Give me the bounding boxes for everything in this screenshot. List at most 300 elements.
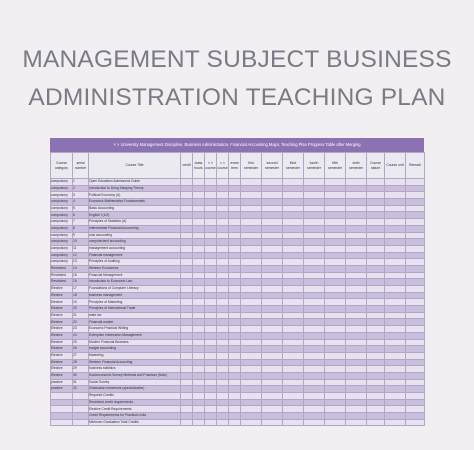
empty-cell[interactable]	[262, 259, 283, 266]
empty-cell[interactable]	[229, 245, 241, 252]
empty-cell[interactable]	[262, 379, 283, 386]
empty-cell[interactable]	[217, 239, 229, 246]
empty-cell[interactable]	[385, 292, 406, 299]
empty-cell[interactable]	[367, 379, 385, 386]
empty-cell[interactable]	[346, 292, 367, 299]
empty-cell[interactable]	[181, 372, 193, 379]
empty-cell[interactable]	[304, 346, 325, 353]
serial-number-cell[interactable]: 16	[73, 279, 89, 286]
course-category-cell[interactable]: compulsory	[51, 212, 73, 219]
course-title-cell[interactable]: state tax	[89, 312, 181, 319]
empty-cell[interactable]	[229, 332, 241, 339]
empty-cell[interactable]	[217, 372, 229, 379]
empty-cell[interactable]	[205, 312, 217, 319]
empty-cell[interactable]	[304, 339, 325, 346]
empty-cell[interactable]	[325, 265, 346, 272]
empty-cell[interactable]	[367, 386, 385, 393]
empty-cell[interactable]	[229, 346, 241, 353]
empty-cell[interactable]	[217, 379, 229, 386]
empty-cell[interactable]	[283, 379, 304, 386]
empty-cell[interactable]	[262, 245, 283, 252]
empty-cell[interactable]	[193, 252, 205, 259]
course-title-cell[interactable]: Enterprise Information Management	[89, 332, 181, 339]
empty-cell[interactable]	[385, 179, 406, 186]
empty-cell[interactable]	[406, 265, 425, 272]
empty-cell[interactable]	[241, 312, 262, 319]
empty-cell[interactable]	[304, 192, 325, 199]
empty-cell[interactable]	[346, 413, 367, 420]
empty-cell[interactable]	[181, 393, 193, 400]
empty-cell[interactable]	[241, 205, 262, 212]
empty-cell[interactable]	[229, 406, 241, 413]
serial-number-cell[interactable]: 24	[73, 332, 89, 339]
empty-cell[interactable]	[406, 239, 425, 246]
empty-cell[interactable]	[229, 393, 241, 400]
empty-cell[interactable]	[205, 245, 217, 252]
empty-cell[interactable]	[229, 212, 241, 219]
empty-cell[interactable]	[304, 366, 325, 373]
empty-cell[interactable]	[262, 252, 283, 259]
empty-cell[interactable]	[229, 279, 241, 286]
serial-number-cell[interactable]: 4	[73, 199, 89, 206]
empty-cell[interactable]	[217, 413, 229, 420]
empty-cell[interactable]	[367, 359, 385, 366]
empty-cell[interactable]	[205, 366, 217, 373]
empty-cell[interactable]	[406, 379, 425, 386]
empty-cell[interactable]	[241, 272, 262, 279]
empty-cell[interactable]	[385, 252, 406, 259]
empty-cell[interactable]	[205, 419, 217, 426]
empty-cell[interactable]	[325, 286, 346, 293]
empty-cell[interactable]	[406, 406, 425, 413]
empty-cell[interactable]	[181, 413, 193, 420]
empty-cell[interactable]	[346, 332, 367, 339]
empty-cell[interactable]	[205, 205, 217, 212]
empty-cell[interactable]	[406, 272, 425, 279]
empty-cell[interactable]	[385, 306, 406, 313]
course-category-cell[interactable]: Elective	[51, 312, 73, 319]
empty-cell[interactable]	[205, 339, 217, 346]
empty-cell[interactable]	[385, 372, 406, 379]
course-title-cell[interactable]: Principles of International Trade	[89, 306, 181, 313]
empty-cell[interactable]	[262, 199, 283, 206]
empty-cell[interactable]	[229, 339, 241, 346]
empty-cell[interactable]	[283, 259, 304, 266]
empty-cell[interactable]	[406, 212, 425, 219]
empty-cell[interactable]	[217, 339, 229, 346]
empty-cell[interactable]	[217, 399, 229, 406]
empty-cell[interactable]	[385, 286, 406, 293]
course-title-cell[interactable]: Social Survey	[89, 379, 181, 386]
empty-cell[interactable]	[262, 312, 283, 319]
empty-cell[interactable]	[325, 386, 346, 393]
empty-cell[interactable]	[262, 326, 283, 333]
empty-cell[interactable]	[346, 399, 367, 406]
empty-cell[interactable]	[367, 179, 385, 186]
empty-cell[interactable]	[193, 239, 205, 246]
course-category-cell[interactable]: Elective	[51, 299, 73, 306]
empty-cell[interactable]	[406, 419, 425, 426]
empty-cell[interactable]	[406, 199, 425, 206]
empty-cell[interactable]	[193, 225, 205, 232]
empty-cell[interactable]	[241, 359, 262, 366]
empty-cell[interactable]	[283, 359, 304, 366]
empty-cell[interactable]	[262, 185, 283, 192]
empty-cell[interactable]	[385, 339, 406, 346]
empty-cell[interactable]	[325, 319, 346, 326]
empty-cell[interactable]	[385, 225, 406, 232]
empty-cell[interactable]	[229, 312, 241, 319]
empty-cell[interactable]	[193, 413, 205, 420]
empty-cell[interactable]	[193, 212, 205, 219]
course-category-cell[interactable]	[51, 406, 73, 413]
empty-cell[interactable]	[346, 185, 367, 192]
serial-number-cell[interactable]: 2	[73, 185, 89, 192]
empty-cell[interactable]	[193, 326, 205, 333]
empty-cell[interactable]	[346, 386, 367, 393]
empty-cell[interactable]	[304, 265, 325, 272]
empty-cell[interactable]	[181, 386, 193, 393]
empty-cell[interactable]	[205, 272, 217, 279]
empty-cell[interactable]	[304, 272, 325, 279]
empty-cell[interactable]	[193, 399, 205, 406]
empty-cell[interactable]	[217, 286, 229, 293]
empty-cell[interactable]	[283, 419, 304, 426]
empty-cell[interactable]	[262, 399, 283, 406]
empty-cell[interactable]	[304, 225, 325, 232]
empty-cell[interactable]	[283, 413, 304, 420]
serial-number-cell[interactable]	[73, 406, 89, 413]
empty-cell[interactable]	[283, 185, 304, 192]
empty-cell[interactable]	[406, 259, 425, 266]
empty-cell[interactable]	[325, 399, 346, 406]
empty-cell[interactable]	[241, 372, 262, 379]
empty-cell[interactable]	[325, 379, 346, 386]
empty-cell[interactable]	[385, 386, 406, 393]
empty-cell[interactable]	[262, 319, 283, 326]
course-category-cell[interactable]: practice	[51, 386, 73, 393]
empty-cell[interactable]	[262, 205, 283, 212]
empty-cell[interactable]	[283, 212, 304, 219]
course-title-cell[interactable]: Credit Requirements for Practical Links	[89, 413, 181, 420]
empty-cell[interactable]	[193, 279, 205, 286]
empty-cell[interactable]	[325, 232, 346, 239]
empty-cell[interactable]	[304, 232, 325, 239]
empty-cell[interactable]	[325, 346, 346, 353]
empty-cell[interactable]	[346, 219, 367, 226]
empty-cell[interactable]	[262, 339, 283, 346]
empty-cell[interactable]	[406, 205, 425, 212]
course-title-cell[interactable]: Open Education Admissions Guide	[89, 179, 181, 186]
course-title-cell[interactable]: Socioeconomic Survey Methods and Practices (Note)	[89, 372, 181, 379]
empty-cell[interactable]	[181, 205, 193, 212]
empty-cell[interactable]	[304, 312, 325, 319]
empty-cell[interactable]	[304, 319, 325, 326]
empty-cell[interactable]	[193, 319, 205, 326]
empty-cell[interactable]	[325, 259, 346, 266]
empty-cell[interactable]	[385, 419, 406, 426]
empty-cell[interactable]	[367, 399, 385, 406]
course-title-cell[interactable]: Introduction to Deng Xiaoping Theory	[89, 185, 181, 192]
empty-cell[interactable]	[346, 252, 367, 259]
course-title-cell[interactable]: Principles of Marketing	[89, 299, 181, 306]
empty-cell[interactable]	[385, 399, 406, 406]
empty-cell[interactable]	[346, 372, 367, 379]
empty-cell[interactable]	[367, 225, 385, 232]
serial-number-cell[interactable]: 28	[73, 359, 89, 366]
course-title-cell[interactable]: Financial market	[89, 319, 181, 326]
empty-cell[interactable]	[205, 359, 217, 366]
serial-number-cell[interactable]: 29	[73, 366, 89, 373]
empty-cell[interactable]	[406, 366, 425, 373]
empty-cell[interactable]	[385, 393, 406, 400]
empty-cell[interactable]	[181, 419, 193, 426]
serial-number-cell[interactable]: 6	[73, 212, 89, 219]
empty-cell[interactable]	[229, 292, 241, 299]
empty-cell[interactable]	[262, 359, 283, 366]
empty-cell[interactable]	[385, 272, 406, 279]
empty-cell[interactable]	[241, 192, 262, 199]
empty-cell[interactable]	[217, 219, 229, 226]
empty-cell[interactable]	[367, 245, 385, 252]
empty-cell[interactable]	[283, 312, 304, 319]
empty-cell[interactable]	[262, 306, 283, 313]
empty-cell[interactable]	[181, 292, 193, 299]
course-title-cell[interactable]: Political Economy (A)	[89, 192, 181, 199]
empty-cell[interactable]	[346, 379, 367, 386]
serial-number-cell[interactable]: 11	[73, 245, 89, 252]
empty-cell[interactable]	[193, 219, 205, 226]
empty-cell[interactable]	[346, 319, 367, 326]
serial-number-cell[interactable]: 26	[73, 346, 89, 353]
empty-cell[interactable]	[229, 192, 241, 199]
empty-cell[interactable]	[205, 306, 217, 313]
empty-cell[interactable]	[181, 332, 193, 339]
empty-cell[interactable]	[325, 272, 346, 279]
empty-cell[interactable]	[346, 352, 367, 359]
empty-cell[interactable]	[385, 212, 406, 219]
empty-cell[interactable]	[367, 352, 385, 359]
empty-cell[interactable]	[325, 252, 346, 259]
empty-cell[interactable]	[205, 192, 217, 199]
course-category-cell[interactable]: compulsory	[51, 232, 73, 239]
course-category-cell[interactable]: Elective	[51, 366, 73, 373]
serial-number-cell[interactable]: 31	[73, 379, 89, 386]
empty-cell[interactable]	[217, 205, 229, 212]
empty-cell[interactable]	[304, 245, 325, 252]
empty-cell[interactable]	[241, 219, 262, 226]
empty-cell[interactable]	[241, 393, 262, 400]
empty-cell[interactable]	[262, 386, 283, 393]
empty-cell[interactable]	[406, 413, 425, 420]
empty-cell[interactable]	[262, 352, 283, 359]
empty-cell[interactable]	[193, 272, 205, 279]
empty-cell[interactable]	[229, 286, 241, 293]
empty-cell[interactable]	[241, 379, 262, 386]
empty-cell[interactable]	[205, 199, 217, 206]
empty-cell[interactable]	[367, 299, 385, 306]
empty-cell[interactable]	[406, 312, 425, 319]
course-category-cell[interactable]: compulsory	[51, 219, 73, 226]
empty-cell[interactable]	[385, 239, 406, 246]
empty-cell[interactable]	[325, 393, 346, 400]
empty-cell[interactable]	[367, 192, 385, 199]
empty-cell[interactable]	[205, 239, 217, 246]
empty-cell[interactable]	[325, 312, 346, 319]
empty-cell[interactable]	[406, 372, 425, 379]
empty-cell[interactable]	[304, 286, 325, 293]
empty-cell[interactable]	[205, 352, 217, 359]
empty-cell[interactable]	[193, 359, 205, 366]
empty-cell[interactable]	[325, 352, 346, 359]
empty-cell[interactable]	[193, 332, 205, 339]
empty-cell[interactable]	[262, 413, 283, 420]
empty-cell[interactable]	[205, 225, 217, 232]
empty-cell[interactable]	[325, 306, 346, 313]
empty-cell[interactable]	[181, 199, 193, 206]
course-category-cell[interactable]: compulsory	[51, 245, 73, 252]
empty-cell[interactable]	[283, 339, 304, 346]
course-title-cell[interactable]: Basic Accounting	[89, 205, 181, 212]
empty-cell[interactable]	[283, 179, 304, 186]
empty-cell[interactable]	[406, 185, 425, 192]
empty-cell[interactable]	[241, 406, 262, 413]
empty-cell[interactable]	[241, 252, 262, 259]
course-category-cell[interactable]: compulsory	[51, 205, 73, 212]
empty-cell[interactable]	[241, 199, 262, 206]
empty-cell[interactable]	[325, 219, 346, 226]
empty-cell[interactable]	[304, 379, 325, 386]
course-title-cell[interactable]: Intermediate Financial Accounting	[89, 225, 181, 232]
empty-cell[interactable]	[229, 265, 241, 272]
empty-cell[interactable]	[304, 299, 325, 306]
course-category-cell[interactable]: Elective	[51, 352, 73, 359]
empty-cell[interactable]	[229, 399, 241, 406]
empty-cell[interactable]	[217, 279, 229, 286]
empty-cell[interactable]	[181, 286, 193, 293]
serial-number-cell[interactable]: 17	[73, 286, 89, 293]
empty-cell[interactable]	[283, 366, 304, 373]
empty-cell[interactable]	[325, 245, 346, 252]
empty-cell[interactable]	[325, 279, 346, 286]
empty-cell[interactable]	[241, 292, 262, 299]
empty-cell[interactable]	[385, 205, 406, 212]
empty-cell[interactable]	[217, 352, 229, 359]
empty-cell[interactable]	[193, 312, 205, 319]
empty-cell[interactable]	[241, 279, 262, 286]
empty-cell[interactable]	[229, 205, 241, 212]
empty-cell[interactable]	[262, 406, 283, 413]
empty-cell[interactable]	[262, 286, 283, 293]
empty-cell[interactable]	[304, 239, 325, 246]
empty-cell[interactable]	[346, 339, 367, 346]
empty-cell[interactable]	[217, 265, 229, 272]
empty-cell[interactable]	[406, 306, 425, 313]
empty-cell[interactable]	[385, 185, 406, 192]
empty-cell[interactable]	[385, 332, 406, 339]
empty-cell[interactable]	[283, 286, 304, 293]
course-title-cell[interactable]: business statistics	[89, 366, 181, 373]
empty-cell[interactable]	[367, 319, 385, 326]
empty-cell[interactable]	[205, 259, 217, 266]
empty-cell[interactable]	[367, 259, 385, 266]
empty-cell[interactable]	[205, 413, 217, 420]
empty-cell[interactable]	[193, 419, 205, 426]
course-title-cell[interactable]: Financial Management	[89, 272, 181, 279]
empty-cell[interactable]	[367, 239, 385, 246]
empty-cell[interactable]	[181, 279, 193, 286]
serial-number-cell[interactable]: 27	[73, 352, 89, 359]
empty-cell[interactable]	[181, 306, 193, 313]
serial-number-cell[interactable]: 12	[73, 252, 89, 259]
course-title-cell[interactable]: computerized accounting	[89, 239, 181, 246]
empty-cell[interactable]	[346, 312, 367, 319]
course-category-cell[interactable]: Elective	[51, 319, 73, 326]
empty-cell[interactable]	[205, 232, 217, 239]
empty-cell[interactable]	[229, 413, 241, 420]
empty-cell[interactable]	[325, 292, 346, 299]
empty-cell[interactable]	[262, 265, 283, 272]
empty-cell[interactable]	[193, 306, 205, 313]
empty-cell[interactable]	[241, 225, 262, 232]
empty-cell[interactable]	[385, 232, 406, 239]
serial-number-cell[interactable]: 15	[73, 272, 89, 279]
empty-cell[interactable]	[241, 265, 262, 272]
empty-cell[interactable]	[367, 413, 385, 420]
empty-cell[interactable]	[406, 386, 425, 393]
serial-number-cell[interactable]: 8	[73, 225, 89, 232]
serial-number-cell[interactable]: 1	[73, 179, 89, 186]
course-category-cell[interactable]: compulsory	[51, 252, 73, 259]
empty-cell[interactable]	[406, 332, 425, 339]
empty-cell[interactable]	[229, 272, 241, 279]
empty-cell[interactable]	[283, 192, 304, 199]
empty-cell[interactable]	[217, 359, 229, 366]
empty-cell[interactable]	[229, 366, 241, 373]
course-title-cell[interactable]: cost accounting	[89, 232, 181, 239]
empty-cell[interactable]	[406, 399, 425, 406]
empty-cell[interactable]	[241, 366, 262, 373]
empty-cell[interactable]	[217, 232, 229, 239]
empty-cell[interactable]	[205, 319, 217, 326]
empty-cell[interactable]	[283, 279, 304, 286]
empty-cell[interactable]	[367, 339, 385, 346]
course-category-cell[interactable]: compulsory	[51, 185, 73, 192]
empty-cell[interactable]	[346, 346, 367, 353]
empty-cell[interactable]	[193, 205, 205, 212]
serial-number-cell[interactable]: 3	[73, 192, 89, 199]
empty-cell[interactable]	[193, 199, 205, 206]
empty-cell[interactable]	[181, 192, 193, 199]
empty-cell[interactable]	[304, 393, 325, 400]
empty-cell[interactable]	[385, 199, 406, 206]
empty-cell[interactable]	[241, 259, 262, 266]
empty-cell[interactable]	[181, 232, 193, 239]
empty-cell[interactable]	[217, 299, 229, 306]
empty-cell[interactable]	[241, 352, 262, 359]
serial-number-cell[interactable]	[73, 413, 89, 420]
empty-cell[interactable]	[346, 359, 367, 366]
empty-cell[interactable]	[193, 372, 205, 379]
empty-cell[interactable]	[193, 379, 205, 386]
empty-cell[interactable]	[346, 179, 367, 186]
empty-cell[interactable]	[406, 339, 425, 346]
empty-cell[interactable]	[304, 185, 325, 192]
empty-cell[interactable]	[283, 239, 304, 246]
empty-cell[interactable]	[367, 232, 385, 239]
serial-number-cell[interactable]: 20	[73, 306, 89, 313]
empty-cell[interactable]	[217, 179, 229, 186]
